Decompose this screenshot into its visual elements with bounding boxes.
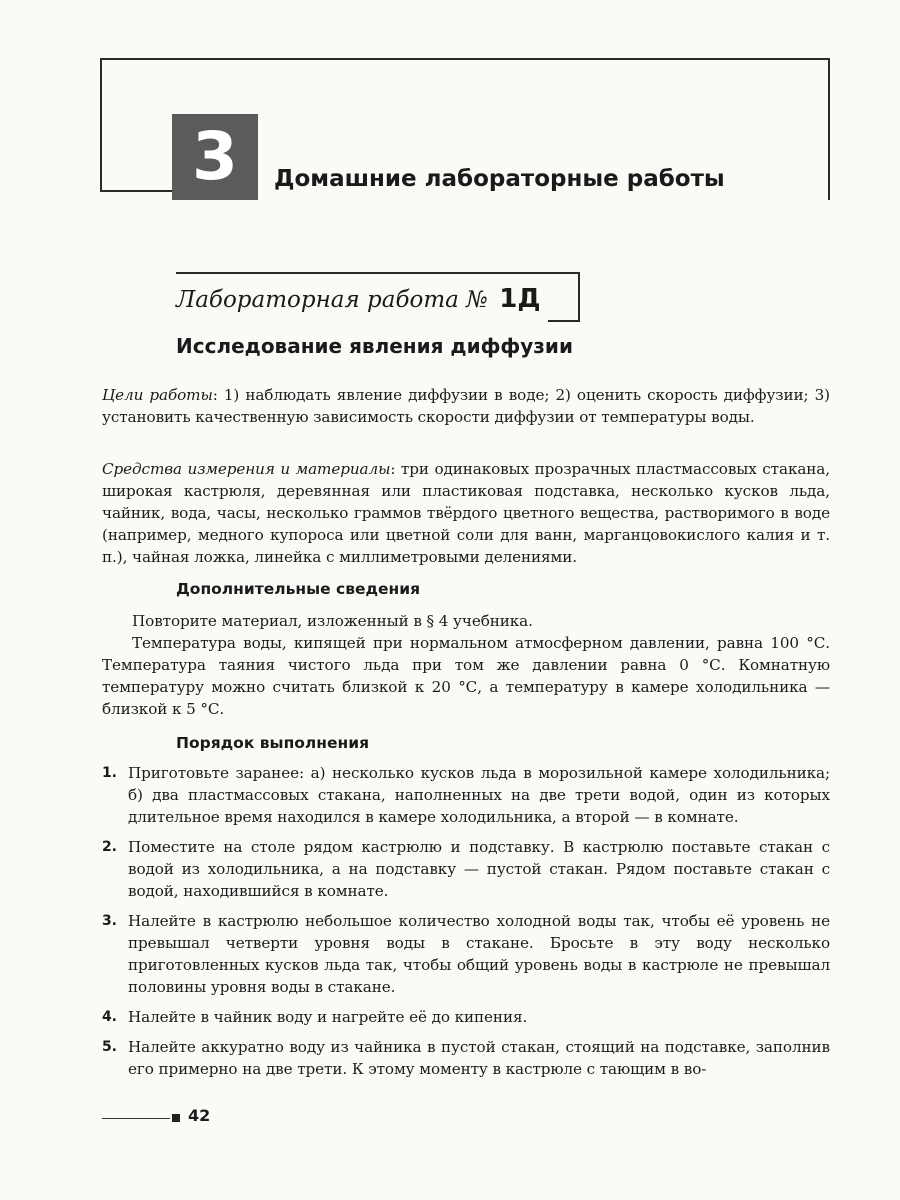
lab-label: Лабораторная работа № (176, 287, 488, 313)
materials-paragraph (102, 458, 830, 568)
procedure-step (102, 1006, 830, 1028)
lab-title: Исследование явления диффузии (176, 334, 573, 358)
page-number: 42 (188, 1106, 211, 1125)
step-number: 3. (102, 913, 117, 929)
procedure-step (102, 1036, 830, 1080)
goals-label: Цели работы (102, 386, 213, 404)
goals-paragraph (102, 384, 830, 428)
materials-label: Средства измерения и материалы (102, 460, 391, 478)
step-number: 2. (102, 839, 117, 855)
additional-para-1: Повторите материал, изложенный в § 4 учебника. (132, 612, 533, 630)
step-text: Налейте аккуратно воду из чайника в пустой стакан, стоящий на подставке, заполнив его примерно на две трети. К этому моменту в кастрюле с тающим в во- (128, 1038, 830, 1078)
chapter-title: Домашние лабораторные работы (274, 166, 725, 192)
step-number: 4. (102, 1009, 117, 1025)
procedure-step (102, 836, 830, 902)
lab-number: 1Д (499, 284, 541, 314)
materials-text: : три одинаковых прозрачных пластмассовых стакана, широкая кастрюля, деревянная или пластиковая подставка, несколько кусков льда, чайник, вода, часы, несколько граммов твёрдого цветного вещества, растворимого в воде (например, медного купороса или цветной соли для ванн, марганцовокислого калия и т. п.), чайная ложка, линейка с миллиметровыми делениями. (102, 460, 830, 566)
step-text: Налейте в кастрюлю небольшое количество холодной воды так, чтобы её уровень не превышал четверти уровня воды в стакане. Бросьте в эту воду несколько приготовленных кусков льда так, чтобы общий уровень воды в кастрюле не превышал половины уровня воды в стакане. (128, 912, 830, 996)
additional-para-2: Температура воды, кипящей при нормальном атмосферном давлении, равна 100 °С. Температура таяния чистого льда при том же давлении равна 0 °С. Комнатную температуру можно считать близкой к 20 °С, а температуру в камере холодильника — близкой к 5 °С. (102, 634, 830, 718)
chapter-frame-bottom-rule (100, 190, 172, 192)
footer-rule (102, 1118, 170, 1119)
step-number: 1. (102, 765, 117, 781)
goals-text: : 1) наблюдать явление диффузии в воде; 2) оценить скорость диффузии; 3) установить качественную зависимость скорости диффузии от температуры воды. (102, 386, 830, 426)
procedure-heading: Порядок выполнения (176, 734, 370, 752)
lab-heading (176, 284, 541, 314)
procedure-step (102, 910, 830, 998)
step-text: Налейте в чайник воду и нагрейте её до кипения. (128, 1008, 528, 1026)
chapter-number: 3 (172, 114, 258, 200)
footer-square-icon (172, 1114, 180, 1122)
step-text: Приготовьте заранее: а) несколько кусков льда в морозильной камере холодильника; б) два пластмассовых стакана, наполненных на две трети водой, один из которых длительное время находился в камере холодильника, а второй — в комнате. (128, 764, 830, 826)
step-text: Поместите на столе рядом кастрюлю и подставку. В кастрюлю поставьте стакан с водой из холодильника, а на подставку — пустой стакан. Рядом поставьте стакан с водой, находившийся в комнате. (128, 838, 830, 900)
procedure-steps (102, 762, 830, 1088)
procedure-step (102, 762, 830, 828)
lab-frame-bottom-rule (548, 320, 580, 322)
chapter-frame-left-rule (100, 58, 102, 190)
step-number: 5. (102, 1039, 117, 1055)
additional-heading: Дополнительные сведения (176, 580, 421, 598)
